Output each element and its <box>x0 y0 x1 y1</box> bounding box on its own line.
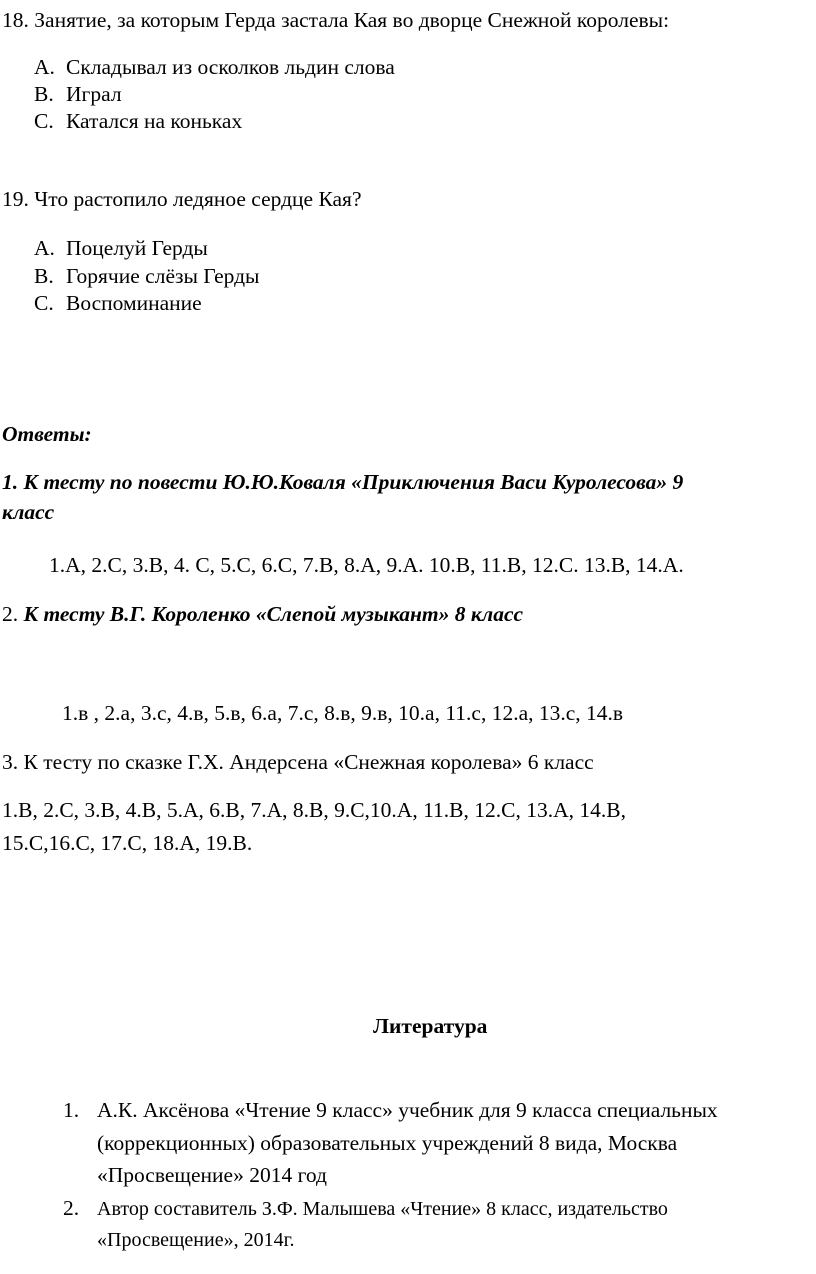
list-number: 1. <box>63 1098 80 1122</box>
literature-item <box>63 1098 718 1124</box>
answers-heading: Ответы: <box>2 422 92 446</box>
answers-section-1-title-line-1: 1. К тесту по повести Ю.Ю.Коваля «Приключения Васи Куролесова» 9 <box>2 470 684 494</box>
option-letter: C. <box>34 109 54 133</box>
answers-section-2-values: 1.в , 2.а, 3.с, 4.в, 5.в, 6.а, 7.с, 8.в, 9.в, 10.а, 11.с, 12.а, 13.с, 14.в <box>62 701 624 725</box>
answers-section-1-title-line-2: класс <box>2 500 55 524</box>
option-text: Воспоминание <box>66 291 202 315</box>
answers-section-3-values-line-2: 15.С,16.С, 17.С, 18.А, 19.В. <box>2 831 253 855</box>
q19-option-b <box>34 264 259 290</box>
q18-option-c <box>34 109 242 135</box>
q19-option-c <box>34 291 202 317</box>
literature-heading: Литература <box>373 1014 488 1038</box>
question-18: 18. Занятие, за которым Герда застала Кая во дворце Снежной королевы: <box>2 8 670 32</box>
answers-section-2-title <box>2 602 523 628</box>
option-letter: B. <box>34 264 54 288</box>
q18-option-b <box>34 82 122 108</box>
literature-item-line-1: А.К. Аксёнова «Чтение 9 класс» учебник для 9 класса специальных <box>97 1098 718 1122</box>
option-text: Поцелуй Герды <box>66 236 208 260</box>
answers-section-3-values-line-1: 1.В, 2.С, 3.В, 4.В, 5.А, 6.В, 7.А, 8.В, 9.С,10.А, 11.В, 12.С, 13.А, 14.В, <box>2 798 626 822</box>
literature-item <box>63 1196 668 1222</box>
answers-section-3-title: 3. К тесту по сказке Г.Х. Андерсена «Снежная королева» 6 класс <box>2 750 594 774</box>
section-title: К тесту В.Г. Короленко «Слепой музыкант» 8 класс <box>23 602 524 626</box>
option-text: Складывал из осколков льдин слова <box>66 55 395 79</box>
option-letter: C. <box>34 291 54 315</box>
option-text: Горячие слёзы Герды <box>66 264 260 288</box>
list-number: 2. <box>63 1196 80 1220</box>
question-19: 19. Что растопило ледяное сердце Кая? <box>2 187 362 211</box>
option-letter: B. <box>34 82 54 106</box>
literature-item-line-1: Автор составитель З.Ф. Малышева «Чтение» 8 класс, издательство <box>97 1198 668 1220</box>
option-letter: A. <box>34 55 55 79</box>
section-number: 2. <box>2 602 24 626</box>
literature-item-line-2: «Просвещение», 2014г. <box>97 1229 295 1251</box>
q19-option-a <box>34 236 208 262</box>
option-letter: A. <box>34 236 55 260</box>
literature-item-line-2: (коррекционных) образовательных учреждений 8 вида, Москва <box>97 1131 678 1155</box>
literature-item-line-3: «Просвещение» 2014 год <box>97 1163 327 1187</box>
answers-section-1-values: 1.А, 2.С, 3.В, 4. С, 5.С, 6.С, 7.В, 8.А, 9.А. 10.В, 11.В, 12.С. 13.В, 14.А. <box>49 553 684 577</box>
q18-option-a <box>34 55 395 81</box>
option-text: Играл <box>66 82 122 106</box>
option-text: Катался на коньках <box>66 109 243 133</box>
